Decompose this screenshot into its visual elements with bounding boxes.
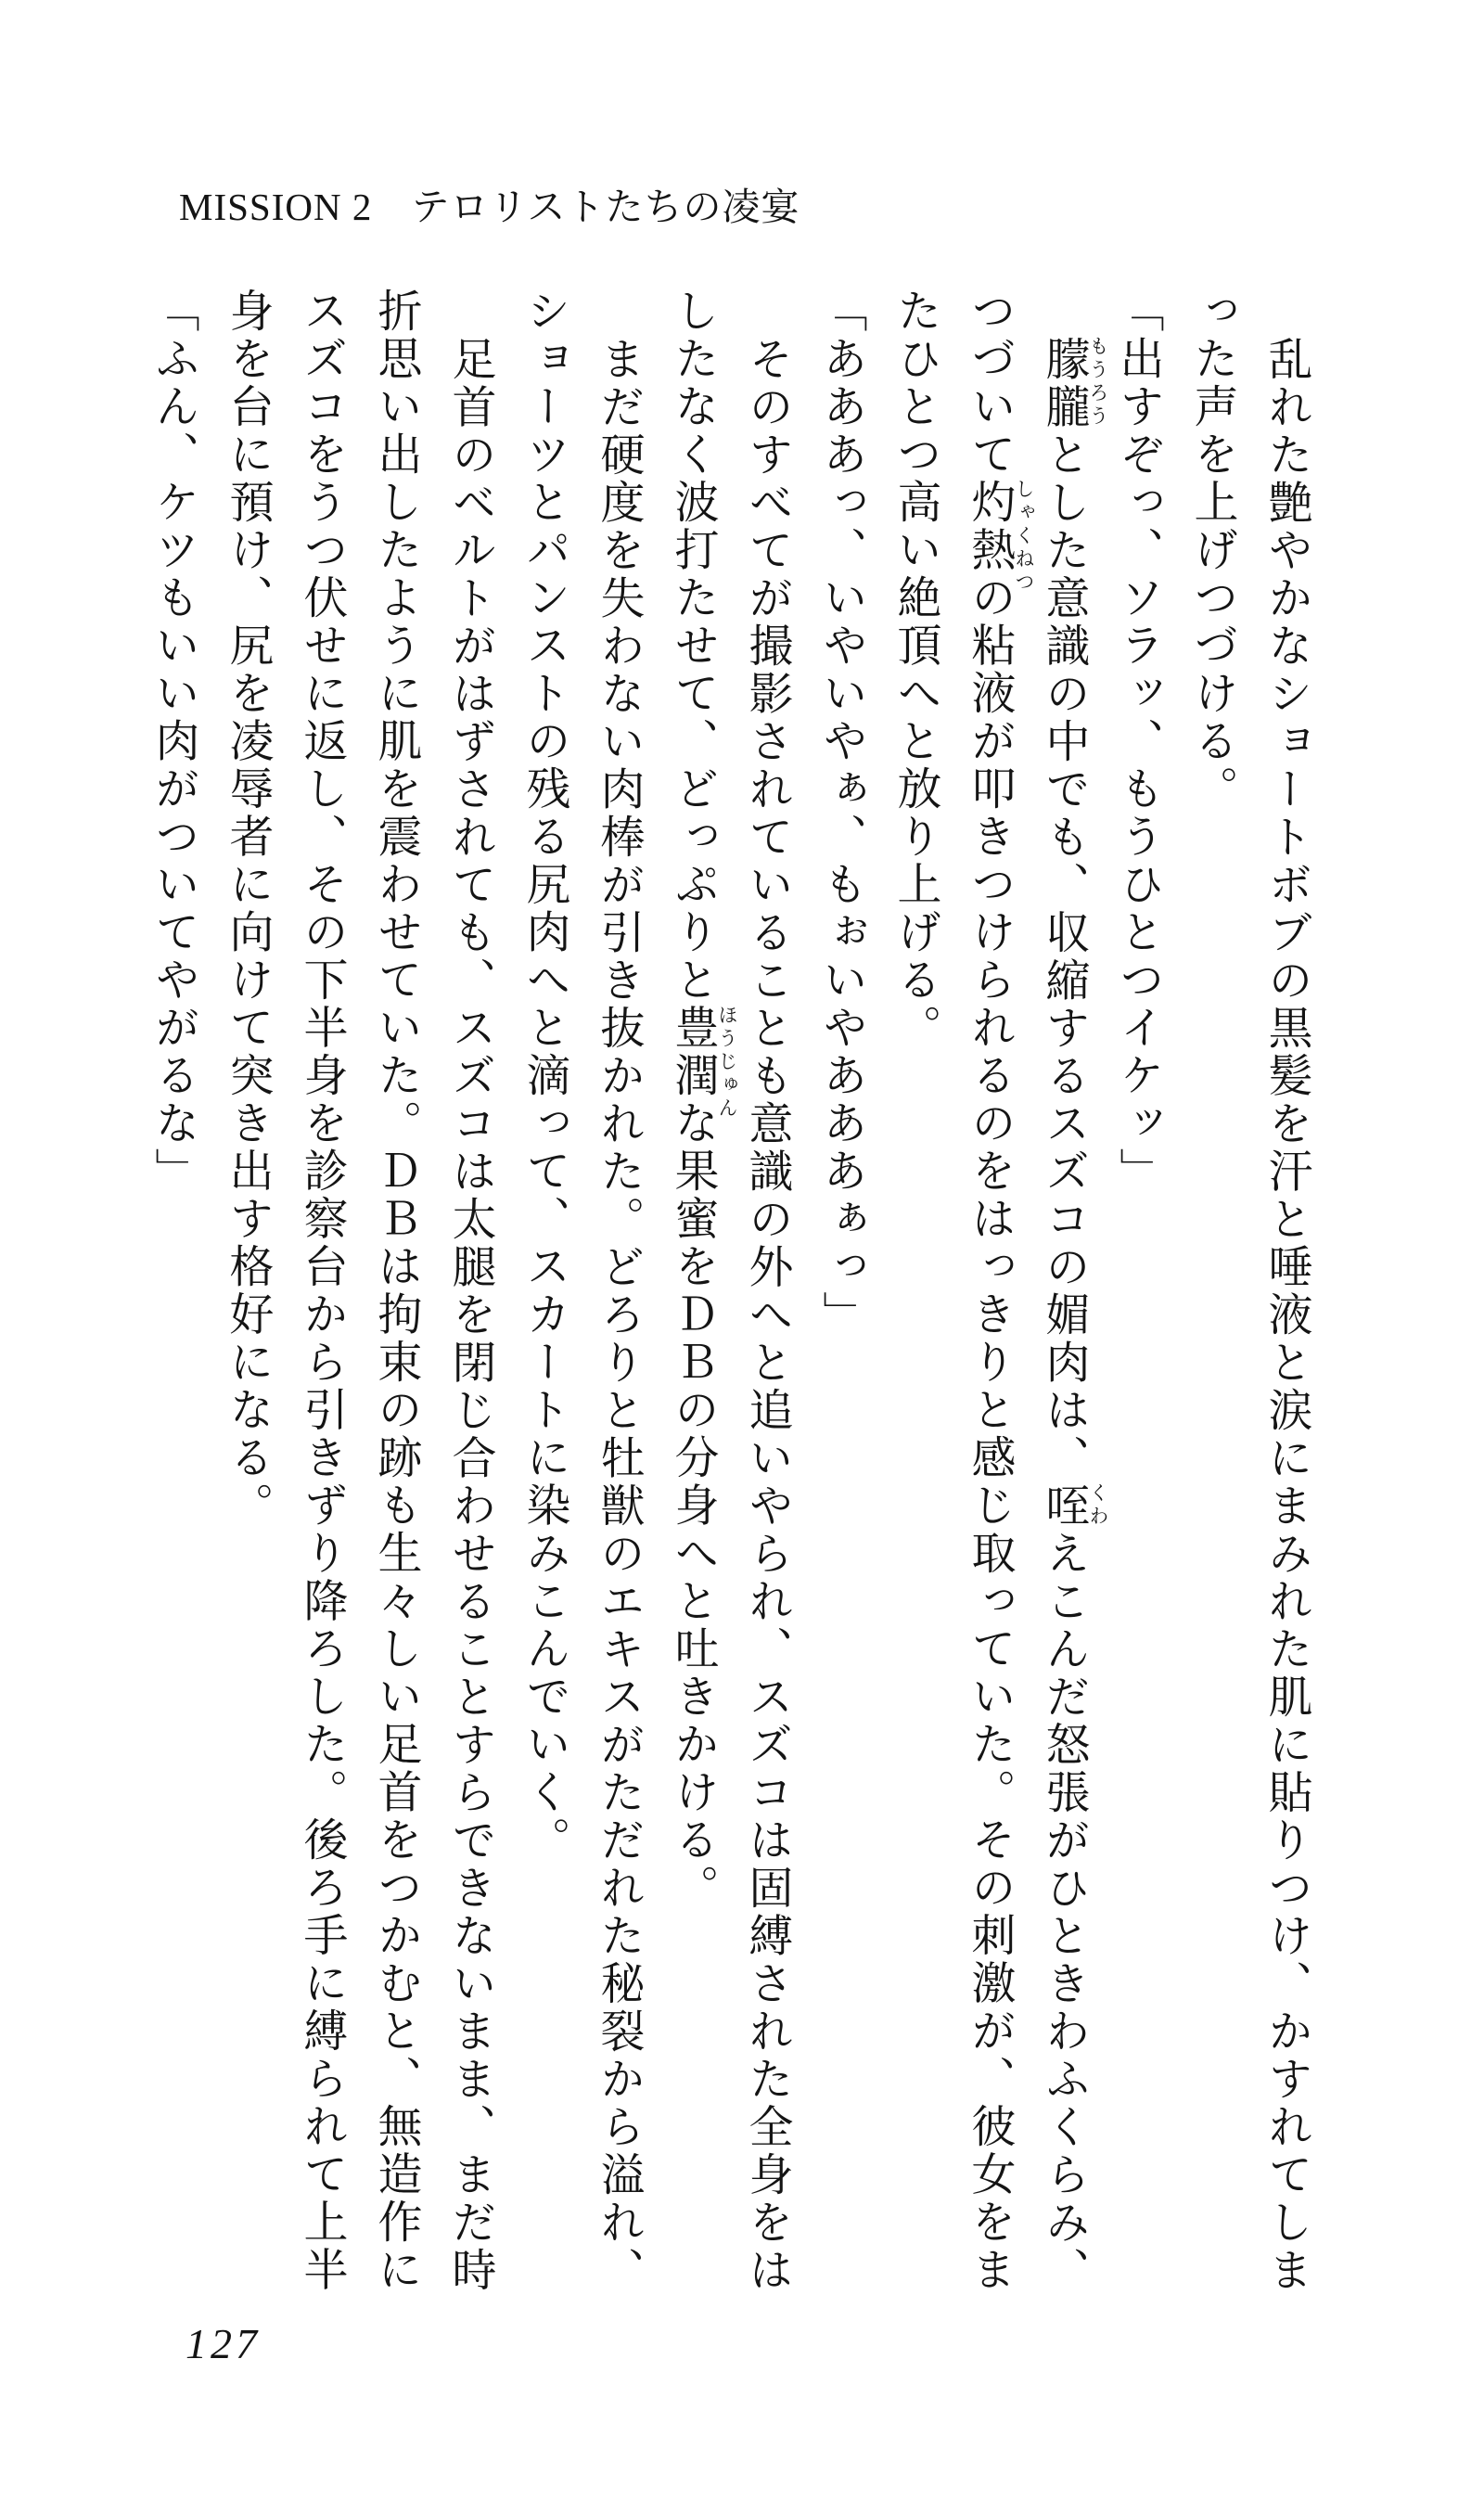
text-column: 身を台に預け、尻を凌辱者に向けて突き出す格好になる。 [223, 288, 272, 1530]
text-column: たひとつ高い絶頂へと放り上げる。 [890, 288, 940, 1052]
text-column: したなく波打たせて、どっぷりと豊潤な果蜜をＤＢの分身へと吐きかける。 [668, 288, 717, 1912]
page-number: 127 [186, 2320, 261, 2367]
text-column: まだ硬度を失わない肉棒が引き抜かれた。どろりと牡獣のエキスがただれた秘裂から溢れ、 [594, 336, 643, 2295]
furigana-annotation: もうろう [1087, 336, 1109, 429]
text-column: 足首のベルトがはずされても、スズコは太腿を閉じ合わせることすらできないまま、まだ時 [445, 336, 494, 2295]
text-column: スズコをうつ伏せに返し、その下半身を診察台から引きずり降ろした。後ろ手に縛られて上半 [297, 288, 346, 2294]
text-column: 朦朧とした意識の中でも、収縮するスズコの媚肉は、咥えこんだ怒張がひときわふくらみ、 [1039, 336, 1088, 2295]
text-block [135, 288, 1323, 2328]
text-column: 「ふん、ケツもいい肉がついてやがるな」 [148, 288, 198, 1196]
furigana-annotation: くわ [1087, 1482, 1109, 1529]
text-column: 折思い出したように肌を震わせていた。ＤＢは拘束の跡も生々しい足首をつかむと、無造作に [371, 288, 420, 2294]
text-column: そのすべてが撮影されていることも意識の外へと追いやられ、スズコは固縛された全身をは [742, 336, 791, 2295]
text-column: 「出すぞっ、ソラッ、もうひとつイケッ」 [1113, 288, 1162, 1196]
text-column: った声を上げつづける。 [1187, 288, 1236, 814]
text-column: ショーツとパンストの残る尻肉へと滴って、スカートに染みこんでいく。 [519, 288, 569, 1865]
text-column: 「あああっ、いやいやぁ、もぉいやあああぁっ」 [816, 288, 865, 1339]
furigana-annotation: ほうじゅん [716, 1004, 738, 1121]
text-column: つづいて灼熱の粘液が叩きつけられるのをはっきりと感じ取っていた。その刺激が、彼女をま [965, 288, 1014, 2294]
chapter-header: MISSION 2 テロリストたちの凌宴 [179, 186, 800, 228]
text-column: 乱れた艶やかなショートボブの黒髪を汗と唾液と涙にまみれた肌に貼りつけ、かすれてしま [1261, 336, 1311, 2295]
furigana-annotation: しゃくねつ [1013, 479, 1035, 595]
